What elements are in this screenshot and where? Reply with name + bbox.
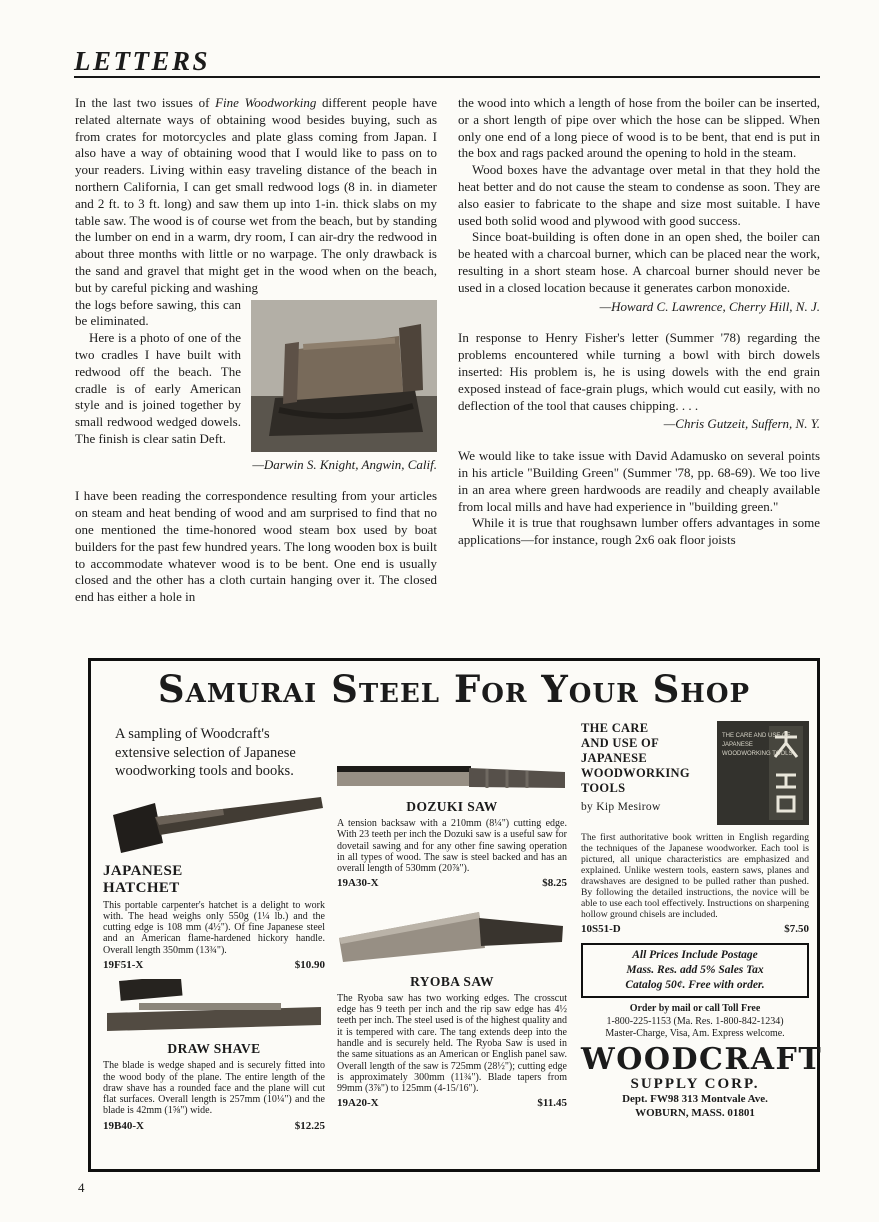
hatchet-price-row [103,960,325,971]
page-number: 4 [78,1180,85,1195]
order-phone: 1-800-225-1153 (Ma. Res. 1-800-842-1234) [606,1015,784,1027]
letter-signature: —Darwin S. Knight, Angwin, Calif. [252,456,437,472]
letter-paragraph: We would like to take issue with David Adamusko on several points in his article "Building Green" (Summer '78, pp. 68-69). We too live in an area where green hardwoods are readily and cheaply available from local mills and have had experience in "building green." [458,448,820,514]
company-logo-text: WOODCRAFT [581,1041,823,1077]
ad-column-saws [337,747,567,1110]
page-title: LETTERS [74,46,211,76]
letter-building-green [458,448,820,549]
ryoba-description: The Ryoba saw has two working edges. The crosscut edge has 9 teeth per inch and the rip saw edge has 4½ teeth per inch. The steel used is of the highest quality and it is tempered with care. The tang extends deep into the handle and is securely held. The Ryoba Saw is used in the same situations as an American or English panel saw. Overall length of the saw is 725mm (28½"); cutting edge is approximately 300mm (11¾"). Blade tapers from 99mm (3⅞") to 125mm (4-15/16"). [337,992,567,1095]
ad-column-book-order [581,721,823,1120]
book-cover-caption: JAPANESE [722,742,753,748]
letter-paragraph: In response to Henry Fisher's letter (Summer '78) regarding the problems encountered while turning a bowl with birch dowels inserted: His problem is, he is using dowels with the end grain exposed instead of face-grain plugs, which would cut easily, with no deflection of the tool that causes chipping. . . . [458,330,820,413]
letter-knight [75,95,437,473]
book-cover-art [717,721,809,825]
prices-notice-box [581,943,809,998]
draw-shave-price-row [103,1121,325,1132]
ad-title: Samurai Steel For Your Shop [157,667,751,711]
order-info [581,1003,809,1040]
letter-paragraph [75,95,437,297]
item-number: 19F51-X [103,958,144,971]
prices-notice-line: Catalog 50¢. Free with order. [625,979,765,992]
letter-signature: —Chris Gutzeit, Suffern, N. Y. [663,416,820,432]
draw-shave-description: The blade is wedge shaped and is securely fitted into the wood body of the plane. The entire length of the draw shave has a rounded face and the plane will cut flat surfaces. Overall length is 257mm (10¼") and the blade is 42mm (1⅝") wide. [103,1060,325,1117]
item-price: $7.50 [784,923,809,935]
section-masthead [74,48,820,78]
item-number: 19B40-X [103,1119,144,1132]
hatchet-description: This portable carpenter's hatchet is a delight to work with. The head weighs only 550g (1¼ lb.) and the cutting edge is 108 mm (4½"). Of fine Japanese steel and an American flame-hardened hickory handle. Overall length 350mm (13¾"). [103,899,325,956]
ryoba-price-row [337,1098,567,1109]
prices-notice-line: All Prices Include Postage [632,949,758,962]
item-price: $12.25 [294,1119,325,1132]
letter-paragraph: Since boat-building is often done in an open shed, the boiler can be heated with a charcoal burner, which can be placed near the work, resulting in a short steam hose. A charcoal burner should never be used in a closed location because it generates carbon monoxide. [458,229,820,295]
ryoba-saw-photo [337,898,567,970]
book-title-line: AND USE OF [581,736,660,750]
order-payment-methods: Master-Charge, Visa, Am. Express welcome. [605,1028,785,1040]
item-price: $11.45 [537,1097,567,1110]
book-byline: by Kip Mesirow [581,801,661,813]
book-title-line: WOODWORKING [581,766,690,780]
ad-intro-text: A sampling of Woodcraft's extensive selection of Japanese woodworking tools and books. [115,726,296,779]
column-right [458,95,820,564]
item-number: 19A30-X [337,877,379,890]
ryoba-heading: RYOBA SAW [410,973,494,989]
magazine-name-italic: Fine Woodworking [215,95,317,110]
letter-paragraph: While it is true that roughsawn lumber offers advantages in some applications—for instance, rough 2x6 oak floor joists [458,515,820,548]
item-price: $8.25 [542,877,567,890]
letter-lawrence-part2 [458,95,820,315]
order-info-line: Order by mail or call Toll Free [629,1003,761,1015]
item-price: $10.90 [294,958,325,971]
book-cover-caption: WOODWORKING TOOLS [722,751,793,757]
hatchet-heading [103,863,325,897]
woodcraft-advertisement [88,658,823,1172]
book-title-line: THE CARE [581,721,649,735]
draw-shave-heading: DRAW SHAVE [167,1041,261,1057]
company-subname: SUPPLY CORP. [630,1076,760,1093]
letter-text: In the last two issues of [75,95,216,110]
hatchet-heading-line: JAPANESE [103,862,183,879]
cradle-photo-art [251,300,437,452]
dozuki-description: A tension backsaw with a 210mm (8¼") cutting edge. With 23 teeth per inch the Dozuki saw is a useful saw for dovetail sawing and for any other fine sawing operation in all types of wood. The saw is steel backed and has an overall length of 530mm (20⅞"). [337,818,567,875]
column-left [75,95,437,621]
dozuki-saw-photo [337,755,567,795]
book-header [581,721,809,825]
book-description: The first authoritative book written in English regarding the techniques of the Japanese woodworker. Each tool is pictured, all unique characteristics are emphasized and explained. Unlike western tools, eastern saws, planes and drawshaves are designed to be pulled rather than pushed. By following the detailed instructions, the novice will be able to use each tool effectively. Instructions on sharpening hollow ground chisels are included. [581,832,809,920]
prices-notice-line: Mass. Res. add 5% Sales Tax [626,964,764,977]
book-cover-photo [717,721,809,825]
dozuki-price-row [337,878,567,889]
book-cover-caption: THE CARE AND USE OF [722,733,791,739]
company-address-line2: WOBURN, MASS. 01801 [635,1106,755,1119]
book-title-line: TOOLS [581,781,626,795]
letter-lawrence-part1 [75,488,437,606]
draw-shave-photo [103,979,325,1037]
company-address-line1: Dept. FW98 313 Montvale Ave. [622,1093,768,1106]
item-number: 10S51-D [581,923,621,935]
dozuki-heading: DOZUKI SAW [406,799,498,814]
letter-paragraph: Wood boxes have the advantage over metal in that they hold the heat better and do not cause the steam to condense as soon. They are also easier to fabricate to the shape and size most suitable. I have used both solid wood and plywood with good success. [458,162,820,228]
cradle-photo [251,300,437,452]
ad-column-tools-left [103,725,325,1132]
letter-text: different people have related alternate ways of obtaining wood besides buying, such as from crates for motorcycles and plate glass coming from Japan. I also have a way of obtaining wood that I would like to pass on to your readers. Living within easy traveling distance of the beach in northern California, I can get small redwood logs (8 in. in diameter and 2 ft. to 3 ft. long) and saw them up into 1-in. thick slabs on my table saw. The wood is of course wet from the beach, but by standing the lumber on end in a warm, dry room, I can air-dry the redwood in about three months with little or no warpage. The only drawback is the sand and gravel that might get in the wood when on the beach, but by careful picking and washing [75,95,438,295]
letter-paragraph: the wood into which a length of hose from the boiler can be inserted, or a short length of pipe over which the hose can be slipped. When only one end of a long piece of wood is to be bent, that end is put in the box and rags packed around the opening to hold in the steam. [458,95,820,161]
hatchet-photo [103,789,325,859]
book-title-line: JAPANESE [581,751,648,765]
letter-paragraph: I have been reading the correspondence resulting from your articles on steam and heat bending of wood and am surprised to find that no one mentioned the time-honored wood steam box used by boat builders for the past few hundred years. The long wooden box is built to accommodate whatever wood is to be bent. One end is usually closed and the other has a cloth curtain hanging over it. The closed end has either a hole in [75,488,437,605]
book-title [581,721,690,815]
hatchet-heading-line: HATCHET [103,879,180,896]
letter-paragraph: the logs before sawing, this can be eliminated. [75,296,241,329]
letter-signature: —Howard C. Lawrence, Cherry Hill, N. J. [599,298,820,314]
book-price-row [581,924,809,935]
item-number: 19A20-X [337,1097,379,1110]
letter-paragraph: Here is a photo of one of the two cradles I have built with redwood off the beach. The cradle is of early American style and is joined together by small redwood wedged dowels. The finish is clear satin Deft. [75,330,241,446]
letter-gutzeit [458,330,820,433]
